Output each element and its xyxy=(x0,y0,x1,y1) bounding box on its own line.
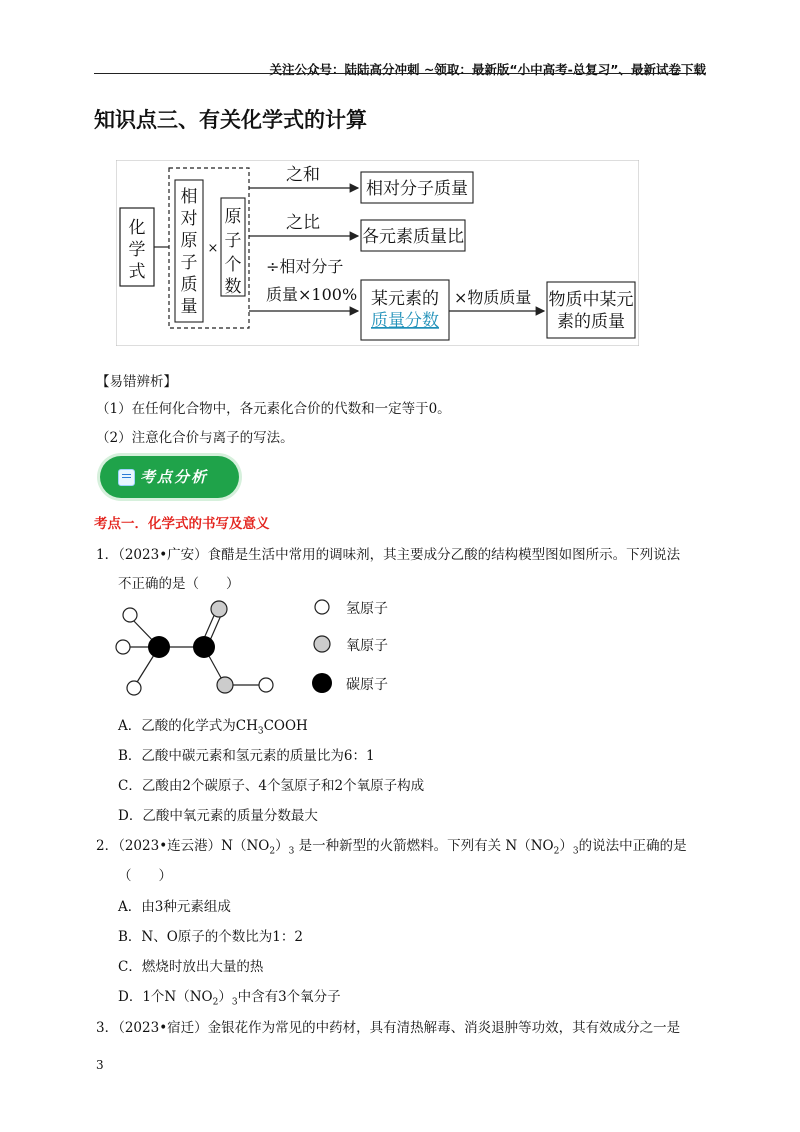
analysis-badge-label: 考点分析 xyxy=(140,468,209,486)
atom-count-c3: 个 xyxy=(224,255,242,275)
q1-option-b: B．乙酸中碳元素和氢元素的质量比为6：1 xyxy=(118,748,375,764)
q1-option-c: C．乙酸由2个碳原子、4个氢原子和2个氧原子构成 xyxy=(118,778,425,794)
result4-line2: 素的质量 xyxy=(557,312,625,332)
atom-count-c1: 原 xyxy=(224,207,242,227)
hydrogen-atom xyxy=(123,608,137,622)
arrow-multiply-label: ×物质质量 xyxy=(454,288,532,307)
oxygen-atom xyxy=(217,677,233,693)
error-analysis-title: 【易错辨析】 xyxy=(96,374,177,390)
atomic-mass-c6: 量 xyxy=(180,297,198,317)
legend-hydrogen: 氢原子 xyxy=(346,601,388,617)
oxygen-atom xyxy=(211,601,227,617)
q1-option-d: D．乙酸中氧元素的质量分数最大 xyxy=(118,808,318,824)
q2-option-a: A．由3种元素组成 xyxy=(118,899,231,915)
error-item-2: （2）注意化合价与离子的写法。 xyxy=(96,430,294,446)
box-formula-c3: 式 xyxy=(128,262,146,282)
q1-stem-line2: 不正确的是（ ） xyxy=(118,576,240,592)
page-number: 3 xyxy=(96,1058,104,1072)
q2-option-d: D．1个$N(NO_2)_3$中含有3个氧分子 xyxy=(118,989,341,1008)
hydrogen-atom xyxy=(116,640,130,654)
formula-calc-flowchart xyxy=(116,160,639,346)
page-header: 关注公众号：陆陆高分冲刺 ~领取：最新版“小中高考-总复习”、最新试卷下载 xyxy=(269,62,706,77)
q2-stem-line2: （ ） xyxy=(118,868,172,884)
arrow-fraction-label-2: 质量×100% xyxy=(266,285,358,304)
result2: 各元素质量比 xyxy=(362,227,464,247)
atom-legend xyxy=(306,597,426,697)
legend-carbon-icon xyxy=(312,673,332,693)
box-formula-c1: 化 xyxy=(128,218,146,238)
arrow-fraction-label-1: ÷相对分子 xyxy=(266,257,344,276)
analysis-badge xyxy=(100,456,239,498)
atomic-mass-c5: 质 xyxy=(180,275,198,295)
header-divider xyxy=(94,73,706,74)
legend-oxygen-icon xyxy=(314,636,330,652)
hydrogen-atom xyxy=(127,681,141,695)
q2-option-c: C．燃烧时放出大量的热 xyxy=(118,959,264,975)
clipboard-icon xyxy=(118,469,135,486)
section-title: 知识点三、有关化学式的计算 xyxy=(94,108,367,132)
atomic-mass-c3: 原 xyxy=(180,231,198,251)
q3-stem-line1: 3．（2023•宿迁）金银花作为常见的中药材，具有清热解毒、消炎退肿等功效，其有效成分之一是 xyxy=(96,1020,681,1036)
result3-line1: 某元素的 xyxy=(371,289,439,309)
times-sign: × xyxy=(207,241,219,256)
atomic-mass-c1: 相 xyxy=(180,187,198,207)
q2-option-b: B．N、O原子的个数比为1：2 xyxy=(118,929,303,945)
legend-hydrogen-icon xyxy=(315,600,329,614)
hydrogen-atom xyxy=(259,678,273,692)
q1-option-a: A．乙酸的化学式为$CH_3COOH$ xyxy=(118,718,308,737)
box-formula-c2: 学 xyxy=(128,240,146,260)
result1: 相对分子质量 xyxy=(366,179,468,199)
legend-carbon: 碳原子 xyxy=(346,677,388,693)
result4-line1: 物质中某元 xyxy=(548,290,634,310)
arrow-sum-label: 之和 xyxy=(286,165,320,185)
carbon-atom xyxy=(148,636,170,658)
result3-line2: 质量分数 xyxy=(371,311,439,331)
atomic-mass-c2: 对 xyxy=(180,209,198,229)
q2-stem-line1: 2．（2023•连云港）$N(NO_2)_3$ 是一种新型的火箭燃料。下列有关 $N(NO_2)_3$的说法中正确的是 xyxy=(96,838,687,857)
q1-stem-line1: 1．（2023•广安）食醋是生活中常用的调味剂，其主要成分乙酸的结构模型图如图所示。下列说法 xyxy=(96,547,681,563)
atom-count-c4: 数 xyxy=(224,277,242,297)
arrow-ratio-label: 之比 xyxy=(286,213,320,233)
atomic-mass-c4: 子 xyxy=(180,253,198,273)
carbon-atom xyxy=(193,636,215,658)
point1-title: 考点一．化学式的书写及意义 xyxy=(94,516,270,532)
legend-oxygen: 氧原子 xyxy=(346,638,388,654)
error-item-1: （1）在任何化合物中，各元素化合价的代数和一定等于0。 xyxy=(96,401,451,417)
atom-count-c2: 子 xyxy=(224,231,242,251)
